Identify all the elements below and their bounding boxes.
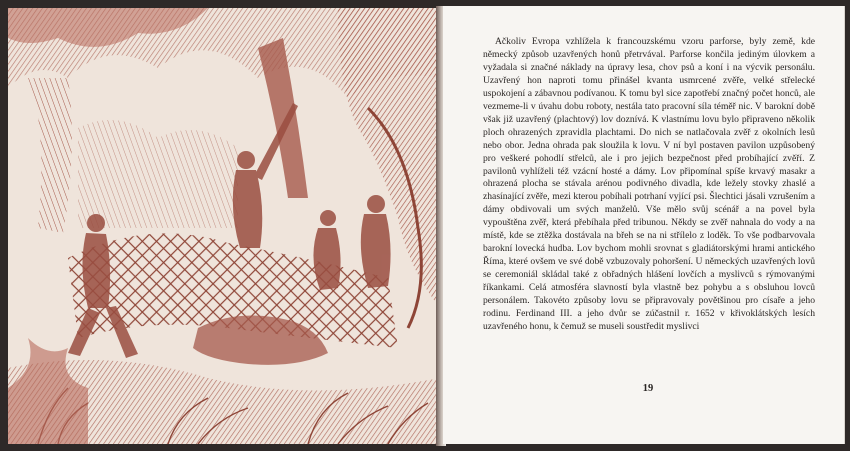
- page-number: 19: [642, 383, 654, 394]
- body-paragraph: Ačkoliv Evropa vzhlížela k francouzskému vzoru parforse, byly země, kde německý způsob uzavřených honů přetrvával. Parforse končila jediným úlovkem a vyžadala si značné náklady na úpravy lesa, chov psů a koní i na výcvik personálu. Uzavřený hon naproti tomu přinášel kvanta usmrcené zvěře, velké střelecké uspokojení a zábavnou podívanou. K tomu byl sice zapotřebí značný počet honců, ale vezmeme-li v úvahu dobu roboty, nestála tato pracovní síla téměř nic. V barokní době však již uzavřený (plachtový) lov doznívá. K vlastnímu lovu bylo připraveno několik ploch ohrazených zpravidla plachtami. Do nich se natlačovala zvěř z okolních lesů nebo obor. Jedna ohrada pak sloužila k lovu. V ní byl postaven pavilon uzpůsobený pro veškeré pohodlí střelců, ale i pro jejich bezpečnost před probíhající zvěří. Z pavilonů vyhlíželi též vzácní hosté a dámy. Lov připomínal spíše krvavý masakr a ohrazená plocha se stávala arénou podivného divadla, kde ležely stovky zhaslé a zhasínající zvěře, mezi kterou pobíhali potrhaní vyjící psi. Šlechtici jásali vzrušením a dámy obdivovali um svých manželů. Vše mělo svůj scénář a na povel byla vypouštěna zvěř, která přebíhala před tribunou. Někdy se zvěř nahnala do vody a na místě, kde se ztěžka dostávala na břeh se na ni střílelo z loděk. To vše podbarvovala barokní lovecká hudba. Lov bychom mohli srovnat s gladiátorskými hrami antického Říma, které ovšem ve své době vzbuzovaly pohoršení. U německých uzavřených lovů se ceremoniál skládal také z obřadných hlášení lovčích a myslivců s rýmovanými říkankami. Celá atmosféra slavností byla vlastně bez pohybu a s obsluhou lovců personálem. Takovéto způsoby lovu se připravovaly povětšinou pro císaře a jeho rodinu. Ferdinand III. a jeho dvůr se zúčastnil r. 1652 v křivoklátských lesích uzavřeného honu, k čemuž se museli soustředit myslivci: [483, 36, 815, 332]
- illustration-page: [8, 8, 440, 444]
- hunting-scene-engraving: [8, 8, 440, 444]
- text-page: [443, 6, 845, 444]
